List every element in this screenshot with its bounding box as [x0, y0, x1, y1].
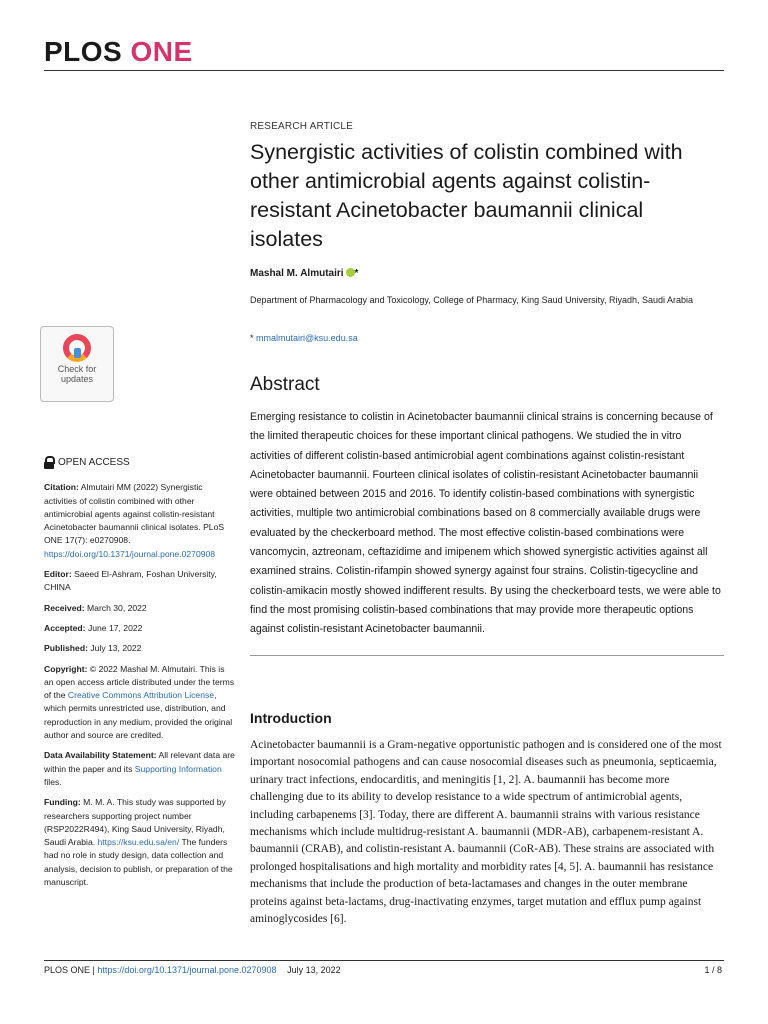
published-date: July 13, 2022	[90, 643, 142, 654]
footer-date: July 13, 2022	[287, 965, 341, 975]
accepted-date: June 17, 2022	[87, 622, 143, 633]
funding-label: Funding:	[44, 797, 81, 808]
corresponding-email	[250, 333, 358, 343]
author-affiliation: Department of Pharmacology and Toxicology, College of Pharmacy, King Saud University, Riyadh, Saudi Arabia	[250, 295, 694, 305]
introduction-heading: Introduction	[250, 710, 332, 726]
data-availability-text-end: files.	[44, 776, 62, 787]
email-prefix: *	[250, 333, 254, 343]
author-name[interactable]: Mashal M. Almutairi	[250, 268, 344, 279]
badge-line-1: Check for	[57, 364, 97, 374]
abstract-heading: Abstract	[250, 374, 320, 395]
author-line	[250, 268, 358, 279]
badge-line-2: updates	[60, 374, 94, 384]
citation-label: Citation:	[44, 482, 79, 493]
funding-text-end: The funders had no role in study design, data collection and analysis, decision to publish, or preparation of the manuscript.	[44, 837, 233, 888]
title-line: resistant Acinetobacter baumannii clinical	[250, 198, 644, 222]
editor-block	[44, 568, 236, 595]
data-availability-text: All relevant data are within the paper and its	[44, 750, 235, 774]
editor-label: Editor:	[44, 569, 72, 580]
open-lock-icon	[44, 456, 54, 469]
accepted-label: Accepted:	[44, 622, 86, 633]
abstract-text: Emerging resistance to colistin in Acinetobacter baumannii clinical strains is concerning because of the limited therapeutic choices for these important clinical pathogens. We studied the in vitro activities of different colistin-based antimicrobial agent combinations against colistin-resistant Acinetobacter baumannii. Fourteen clinical isolates of colistin-resistant Acinetobacter baumannii were obtained between 2015 and 2016. To identify colistin-based combinations with synergistic activities, multiple two antimicrobial combinations based on 8 commercially available drugs were evaluated by the checkerboard method. The most effective colistin-based combinations were vancomycin, aztreonam, ceftazidime and imipenem which showed synergistic activities against all examined strains. Colistin-rifampin showed synergy against four strains. Colistin-tigecycline and colistin-amikacin mostly showed indifferent results. By using the checkerboard tests, we were able to find the most promising colistin-based combinations that may provide more therapeutic options against colistin-resistant Acinetobacter baumannii.	[250, 411, 721, 636]
received-block	[44, 602, 236, 615]
funding-link[interactable]: https://ksu.edu.sa/en/	[97, 837, 180, 848]
citation-text: Almutairi MM (2022) Synergistic activities of colistin combined with other antimicrobial agents against colistin-resistant Acinetobacter baumannii clinical isolates. PLoS ONE 17(7): e0270908.	[44, 482, 225, 546]
citation-doi-link[interactable]: https://doi.org/10.1371/journal.pone.0270908	[44, 548, 216, 559]
funding-text: M. M. A. This study was supported by researchers supporting project number (RSP2022R494), King Saud University, Riyadh, Saudi Arabia.	[44, 797, 226, 848]
footer-divider	[44, 960, 724, 961]
copyright-text-end: , which permits unrestricted use, distribution, and reproduction in any medium, provided the original author and source are credited.	[44, 690, 233, 741]
abstract-divider	[250, 655, 724, 656]
article-type: RESEARCH ARTICLE	[250, 121, 354, 132]
footer-separator: |	[92, 965, 95, 975]
title-line: Synergistic activities of colistin combined with	[250, 140, 683, 164]
corresponding-mark: *	[354, 268, 359, 279]
check-for-updates-badge[interactable]	[40, 326, 114, 402]
data-availability-label: Data Availability Statement:	[44, 750, 157, 761]
footer-journal: PLOS ONE	[44, 965, 91, 975]
logo-plos: PLOS	[44, 36, 123, 67]
accepted-block	[44, 622, 236, 635]
citation-block	[44, 481, 236, 561]
received-date: March 30, 2022	[87, 602, 147, 613]
orcid-icon[interactable]	[346, 268, 355, 277]
received-label: Received:	[44, 602, 85, 613]
page-footer	[44, 965, 341, 975]
logo-one: ONE	[130, 36, 193, 67]
page-number: 1 / 8	[704, 965, 722, 975]
title-line: isolates	[250, 227, 323, 251]
published-block	[44, 642, 236, 655]
open-access-label	[44, 456, 236, 469]
title-line: other antimicrobial agents against colistin-	[250, 169, 651, 193]
data-availability-block	[44, 749, 236, 789]
license-link[interactable]: Creative Commons Attribution License	[67, 690, 215, 701]
editor-text: Saeed El-Ashram, Foshan University, CHINA	[44, 569, 217, 593]
copyright-block	[44, 663, 236, 743]
journal-logo	[44, 36, 193, 68]
copyright-text: © 2022 Mashal M. Almutairi. This is an open access article distributed under the terms of the	[44, 663, 235, 701]
email-link[interactable]: mmalmutairi@ksu.edu.sa	[256, 333, 358, 343]
crossmark-icon	[63, 334, 91, 362]
header-divider	[44, 70, 724, 71]
open-access-text: OPEN ACCESS	[58, 457, 130, 468]
footer-doi-link[interactable]: https://doi.org/10.1371/journal.pone.0270908	[97, 965, 277, 975]
published-label: Published:	[44, 643, 88, 654]
supporting-information-link[interactable]: Supporting Information	[134, 763, 222, 774]
introduction-text: Acinetobacter baumannii is a Gram-negative opportunistic pathogen and is considered one of the most important nosocomial pathogens and can cause nosocomial diseases such as pneumonia, septicaemia, urinary tract infections, endocarditis, and meningitis [1, 2]. A. baumannii has become more challenging due to its ability to develop resistance to a wide spectrum of antimicrobial agents, including carbapenems [3]. Today, there are different A. baumannii strains with various resistance mechanisms which include multidrug-resistant A. baumannii (MDR-AB), carbapenem-resistant A. baumannii (CRAB), and colistin-resistant A. baumannii (CoR-AB). These strains are associated with prolonged hospitalisations and high mortality and morbidity rates [4, 5]. A. baumannii has resistance mechanisms that include the production of beta-lactamases and changes in the outer membrane proteins against beta-lactams, drug-inactivating enzymes, target mutation and efflux pump against aminoglycosides [6].	[250, 739, 722, 926]
copyright-label: Copyright:	[44, 663, 88, 674]
funding-block	[44, 796, 236, 889]
article-info-sidebar	[44, 456, 236, 896]
article-title	[250, 138, 730, 254]
